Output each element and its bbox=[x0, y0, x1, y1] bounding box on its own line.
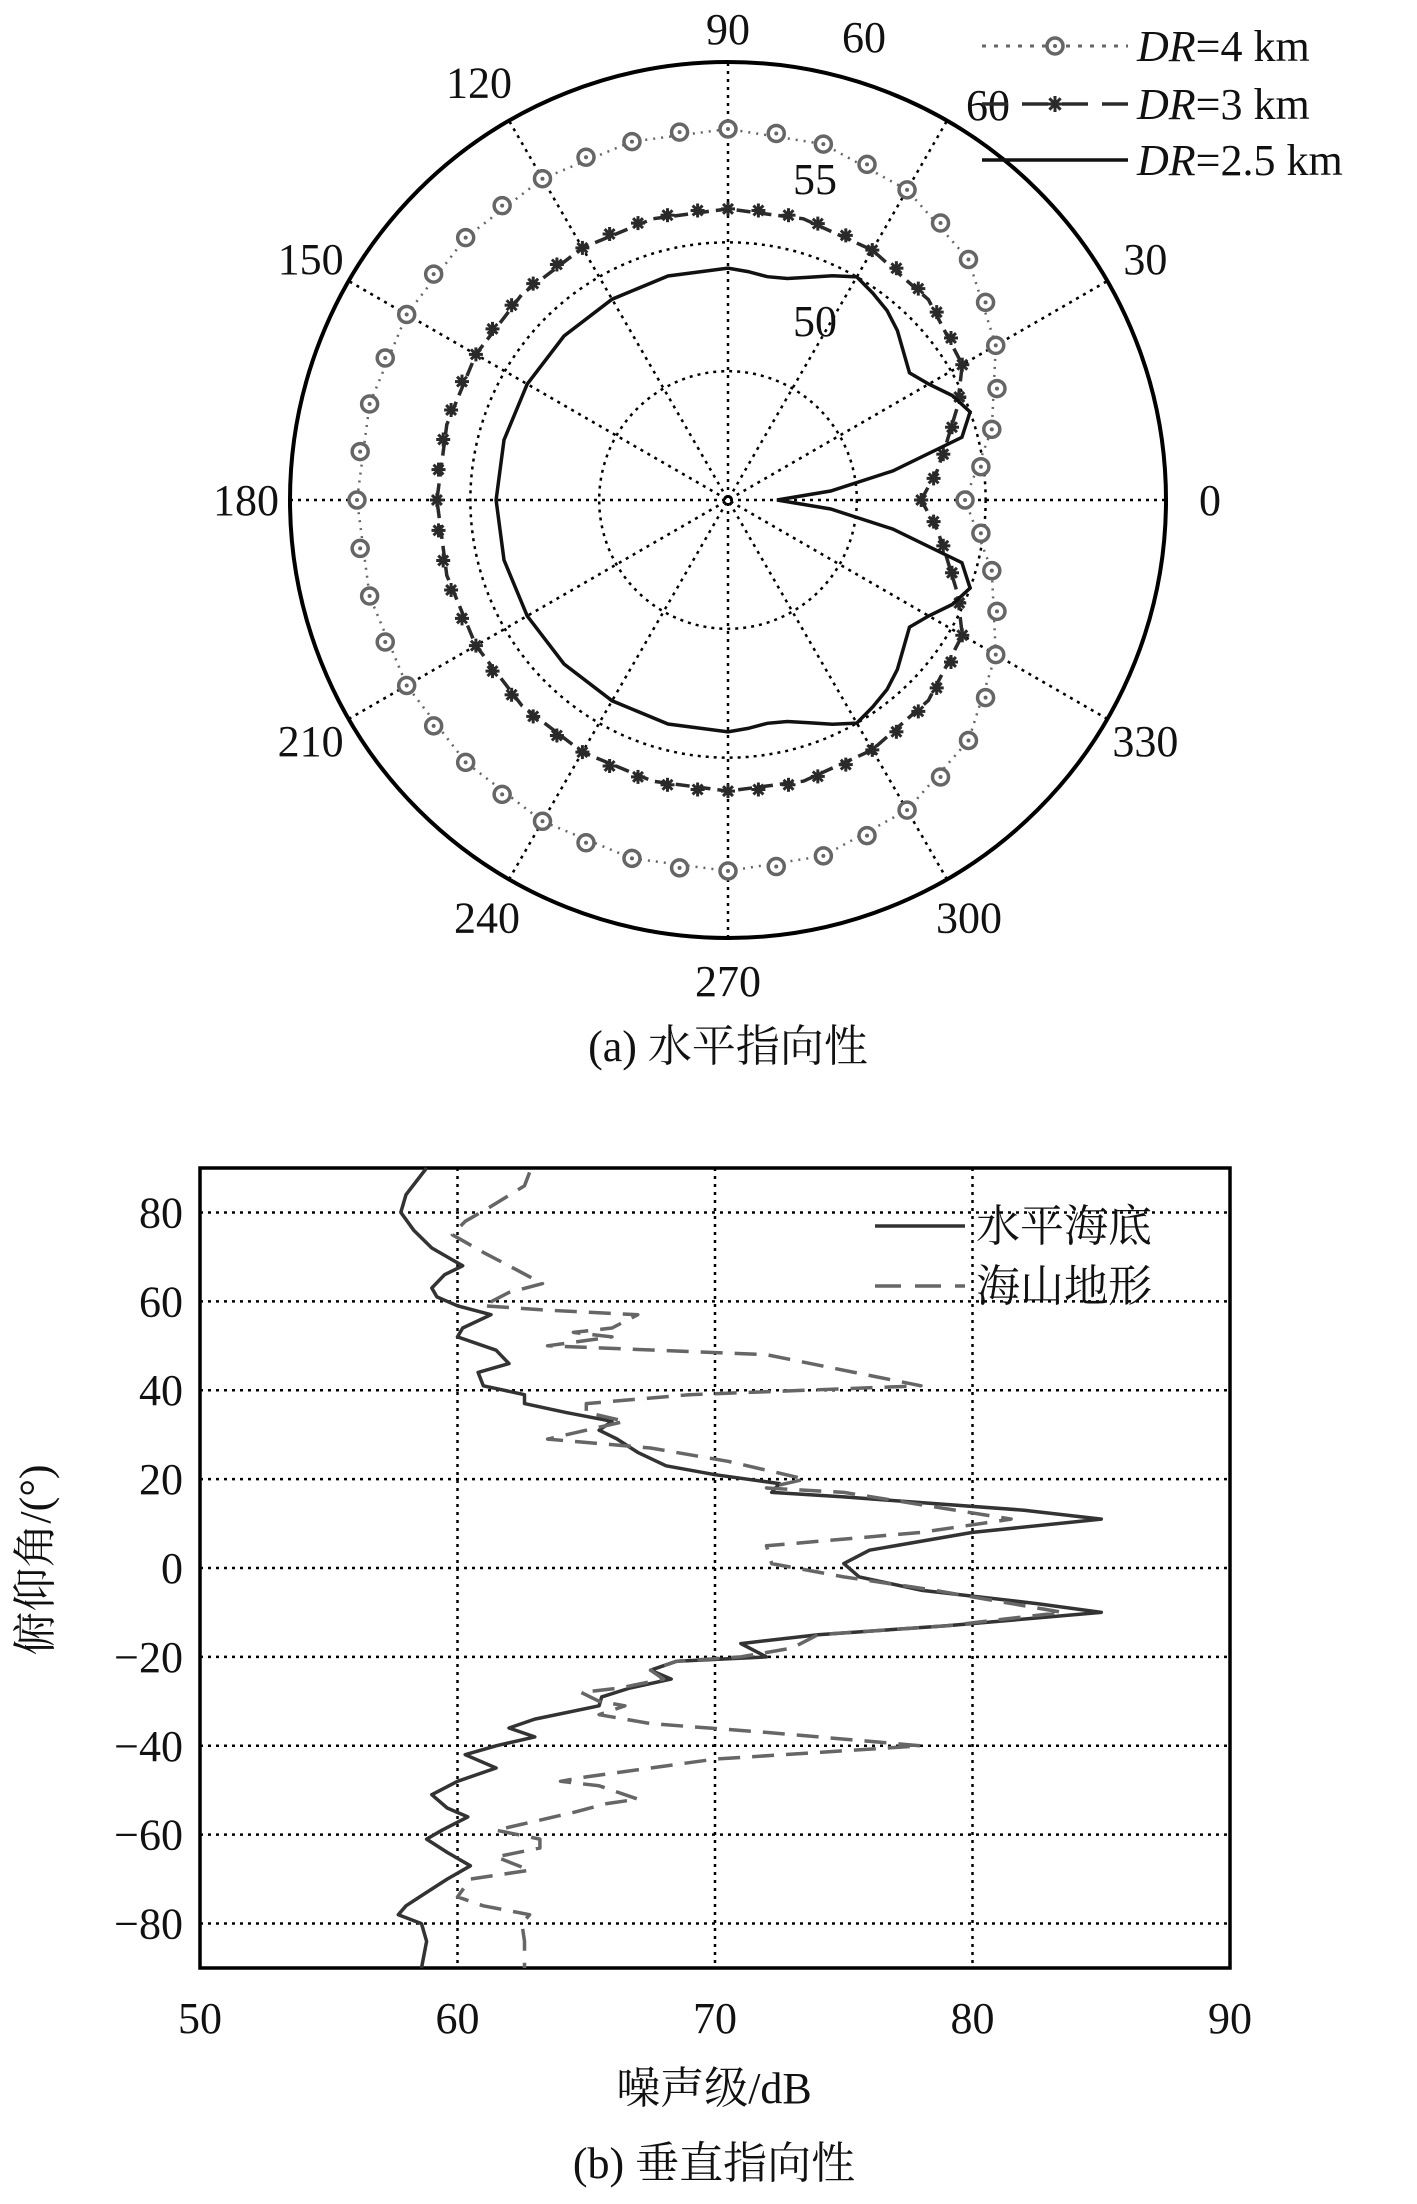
polar-series-marker-dot bbox=[584, 155, 588, 159]
y-tick-label: 80 bbox=[139, 1188, 183, 1238]
x-axis-label: 噪声级/dB bbox=[616, 2064, 812, 2113]
polar-angle-label-extra: 60 bbox=[842, 13, 886, 62]
polar-series-marker-dot bbox=[774, 865, 778, 869]
polar-series-marker-star bbox=[505, 298, 519, 312]
polar-series-marker-star bbox=[721, 784, 735, 798]
y-tick-label: 0 bbox=[161, 1544, 183, 1593]
polar-angle-label: 300 bbox=[936, 893, 1002, 943]
polar-legend bbox=[982, 22, 1343, 185]
line-legend-label-1: 海山地形 bbox=[976, 1262, 1152, 1311]
polar-angle-label: 270 bbox=[695, 957, 761, 1006]
polar-series-marker-dot bbox=[995, 609, 999, 613]
polar-series-marker-star bbox=[631, 216, 645, 230]
polar-series-marker-dot bbox=[358, 546, 362, 550]
polar-series-marker-dot bbox=[821, 142, 825, 146]
polar-angle-label: 120 bbox=[446, 58, 512, 108]
polar-series-marker-star bbox=[526, 277, 540, 291]
polar-series-marker-dot bbox=[939, 775, 943, 779]
polar-series-marker-star bbox=[486, 322, 500, 336]
polar-series-marker-dot bbox=[990, 427, 994, 431]
polar-series-marker-star bbox=[945, 420, 959, 434]
polar-angle-label: 330 bbox=[1112, 717, 1179, 766]
polar-radial-label: 55 bbox=[793, 155, 837, 204]
polar-series-marker-star bbox=[550, 729, 564, 743]
polar-series-marker-star bbox=[691, 204, 705, 218]
polar-angle-label: 210 bbox=[277, 717, 344, 766]
polar-chart bbox=[213, 5, 1343, 1006]
legend-label-0: DR=4 km bbox=[1137, 22, 1310, 71]
polar-series-marker-star bbox=[865, 743, 879, 757]
polar-series-marker-star bbox=[751, 204, 765, 218]
polar-angle-label: 30 bbox=[1123, 235, 1168, 284]
polar-series-marker-dot bbox=[383, 356, 387, 360]
polar-series-marker-dot bbox=[405, 684, 409, 688]
polar-series-marker-dot bbox=[994, 653, 998, 657]
polar-series-marker-dot bbox=[994, 343, 998, 347]
polar-series-marker-star bbox=[469, 347, 483, 361]
polar-series-marker-star bbox=[927, 471, 941, 485]
polar-series-marker-star bbox=[436, 554, 450, 568]
polar-series-marker-star bbox=[930, 305, 944, 319]
polar-series-marker-star bbox=[526, 709, 540, 723]
polar-series-marker-star bbox=[436, 433, 450, 447]
x-tick-label: 50 bbox=[178, 1994, 222, 2043]
polar-angle-label: 0 bbox=[1199, 476, 1221, 525]
x-tick-label: 80 bbox=[950, 1994, 995, 2043]
polar-series-marker-dot bbox=[432, 272, 436, 276]
polar-angle-label: 150 bbox=[277, 235, 344, 284]
polar-series-marker-dot bbox=[540, 819, 544, 823]
polar-series-marker-dot bbox=[966, 258, 970, 262]
polar-series-marker-dot bbox=[584, 841, 588, 845]
polar-series-marker-star bbox=[432, 463, 446, 477]
polar-series-marker-dot bbox=[383, 640, 387, 644]
polar-series-marker-star bbox=[889, 261, 903, 275]
polar-series-marker-star bbox=[469, 639, 483, 653]
polar-series-marker-dot bbox=[368, 594, 372, 598]
legend-marker-dot bbox=[1053, 44, 1057, 48]
polar-series-marker-star bbox=[455, 611, 469, 625]
polar-series-marker-star bbox=[661, 778, 675, 792]
x-tick-label: 70 bbox=[693, 1994, 737, 2043]
polar-series-marker-dot bbox=[726, 127, 730, 131]
polar-series-marker-star bbox=[782, 778, 796, 792]
y-tick-label: −80 bbox=[114, 1899, 183, 1949]
polar-series-marker-star bbox=[575, 745, 589, 759]
polar-series-marker-star bbox=[751, 783, 765, 797]
polar-series-marker-dot bbox=[963, 498, 967, 502]
y-tick-label: −40 bbox=[114, 1721, 183, 1771]
polar-series-marker-dot bbox=[678, 130, 682, 134]
polar-series-marker-dot bbox=[432, 724, 436, 728]
polar-series-marker-dot bbox=[865, 834, 869, 838]
polar-series-marker-dot bbox=[939, 221, 943, 225]
polar-series-marker-star bbox=[839, 228, 853, 242]
polar-grid bbox=[290, 62, 1166, 938]
polar-series-marker-dot bbox=[630, 856, 634, 860]
polar-series-marker-star bbox=[721, 202, 735, 216]
line-series-1 bbox=[452, 1172, 1062, 1968]
polar-series-marker-dot bbox=[990, 569, 994, 573]
polar-series-marker-dot bbox=[984, 300, 988, 304]
polar-series-marker-dot bbox=[500, 204, 504, 208]
polar-series-marker-dot bbox=[966, 738, 970, 742]
polar-series-marker-dot bbox=[405, 312, 409, 316]
polar-series-marker-dot bbox=[995, 387, 999, 391]
line-chart bbox=[114, 1168, 1252, 2043]
polar-series-marker-star bbox=[691, 783, 705, 797]
polar-series-marker-star bbox=[839, 758, 853, 772]
polar-series-marker-star bbox=[955, 358, 969, 372]
polar-series-marker-star bbox=[944, 655, 958, 669]
polar-series-marker-dot bbox=[905, 188, 909, 192]
y-tick-label: −60 bbox=[114, 1810, 183, 1860]
polar-series-marker-star bbox=[911, 282, 925, 296]
polar-series-marker-star bbox=[444, 583, 458, 597]
polar-angle-label: 90 bbox=[706, 5, 750, 54]
polar-series-marker-dot bbox=[355, 498, 359, 502]
polar-series-marker-star bbox=[811, 769, 825, 783]
polar-series-marker-dot bbox=[464, 760, 468, 764]
polar-series-marker-star bbox=[455, 375, 469, 389]
polar-series-marker-star bbox=[575, 241, 589, 255]
caption-b: (b) 垂直指向性 bbox=[572, 2139, 856, 2188]
polar-series-marker-star bbox=[444, 403, 458, 417]
polar-series-marker-dot bbox=[774, 131, 778, 135]
polar-series-marker-dot bbox=[540, 177, 544, 181]
polar-series-marker-star bbox=[889, 725, 903, 739]
polar-series-marker-star bbox=[811, 217, 825, 231]
polar-series-marker-star bbox=[550, 258, 564, 272]
polar-series-marker-star bbox=[911, 704, 925, 718]
polar-series-marker-dot bbox=[979, 531, 983, 535]
polar-series-marker-dot bbox=[500, 792, 504, 796]
y-tick-label: 40 bbox=[139, 1366, 183, 1416]
x-tick-label: 90 bbox=[1208, 1994, 1252, 2043]
polar-series-marker-dot bbox=[464, 236, 468, 240]
polar-series-marker-star bbox=[631, 770, 645, 784]
polar-series-marker-star bbox=[661, 208, 675, 222]
polar-series-marker-dot bbox=[984, 696, 988, 700]
polar-series-marker-star bbox=[486, 664, 500, 678]
polar-series-marker-dot bbox=[630, 140, 634, 144]
polar-series-marker-star bbox=[944, 331, 958, 345]
line-legend bbox=[875, 1202, 1152, 1311]
polar-series-marker-star bbox=[945, 566, 959, 580]
polar-series-marker-star bbox=[432, 523, 446, 537]
polar-series-marker-star bbox=[927, 515, 941, 529]
y-tick-label: −20 bbox=[114, 1632, 183, 1682]
polar-angle-label: 240 bbox=[454, 893, 520, 943]
polar-series-marker-star bbox=[955, 628, 969, 642]
polar-radial-label: 50 bbox=[793, 297, 837, 346]
polar-angle-label: 60 bbox=[966, 81, 1010, 131]
polar-series-marker-star bbox=[603, 759, 617, 773]
polar-series-marker-star bbox=[930, 681, 944, 695]
polar-radial-labels bbox=[793, 155, 837, 346]
polar-series-marker-dot bbox=[821, 854, 825, 858]
polar-series-marker-dot bbox=[358, 450, 362, 454]
line-legend-label-0: 水平海底 bbox=[976, 1202, 1152, 1251]
polar-series-marker-star bbox=[914, 493, 928, 507]
legend-label-2: DR=2.5 km bbox=[1137, 136, 1343, 185]
caption-a: (a) 水平指向性 bbox=[588, 1022, 868, 1071]
y-tick-label: 60 bbox=[139, 1277, 183, 1327]
polar-series-marker-dot bbox=[368, 402, 372, 406]
polar-series-marker-star bbox=[865, 243, 879, 257]
polar-series-marker-dot bbox=[726, 869, 730, 873]
polar-series-marker-star bbox=[430, 493, 444, 507]
polar-series-marker-dot bbox=[865, 162, 869, 166]
y-tick-label: 20 bbox=[139, 1455, 183, 1505]
y-axis-label: 俯仰角/(°) bbox=[11, 1464, 60, 1656]
polar-series-marker-dot bbox=[678, 866, 682, 870]
legend-label-1: DR=3 km bbox=[1137, 80, 1310, 129]
polar-series-marker-dot bbox=[979, 465, 983, 469]
polar-series-marker-star bbox=[782, 208, 796, 222]
x-tick-label: 60 bbox=[435, 1994, 480, 2043]
polar-series-marker-dot bbox=[905, 808, 909, 812]
polar-angle-label: 180 bbox=[213, 476, 279, 525]
polar-series-marker-star bbox=[603, 227, 617, 241]
polar-series-marker-star bbox=[505, 688, 519, 702]
